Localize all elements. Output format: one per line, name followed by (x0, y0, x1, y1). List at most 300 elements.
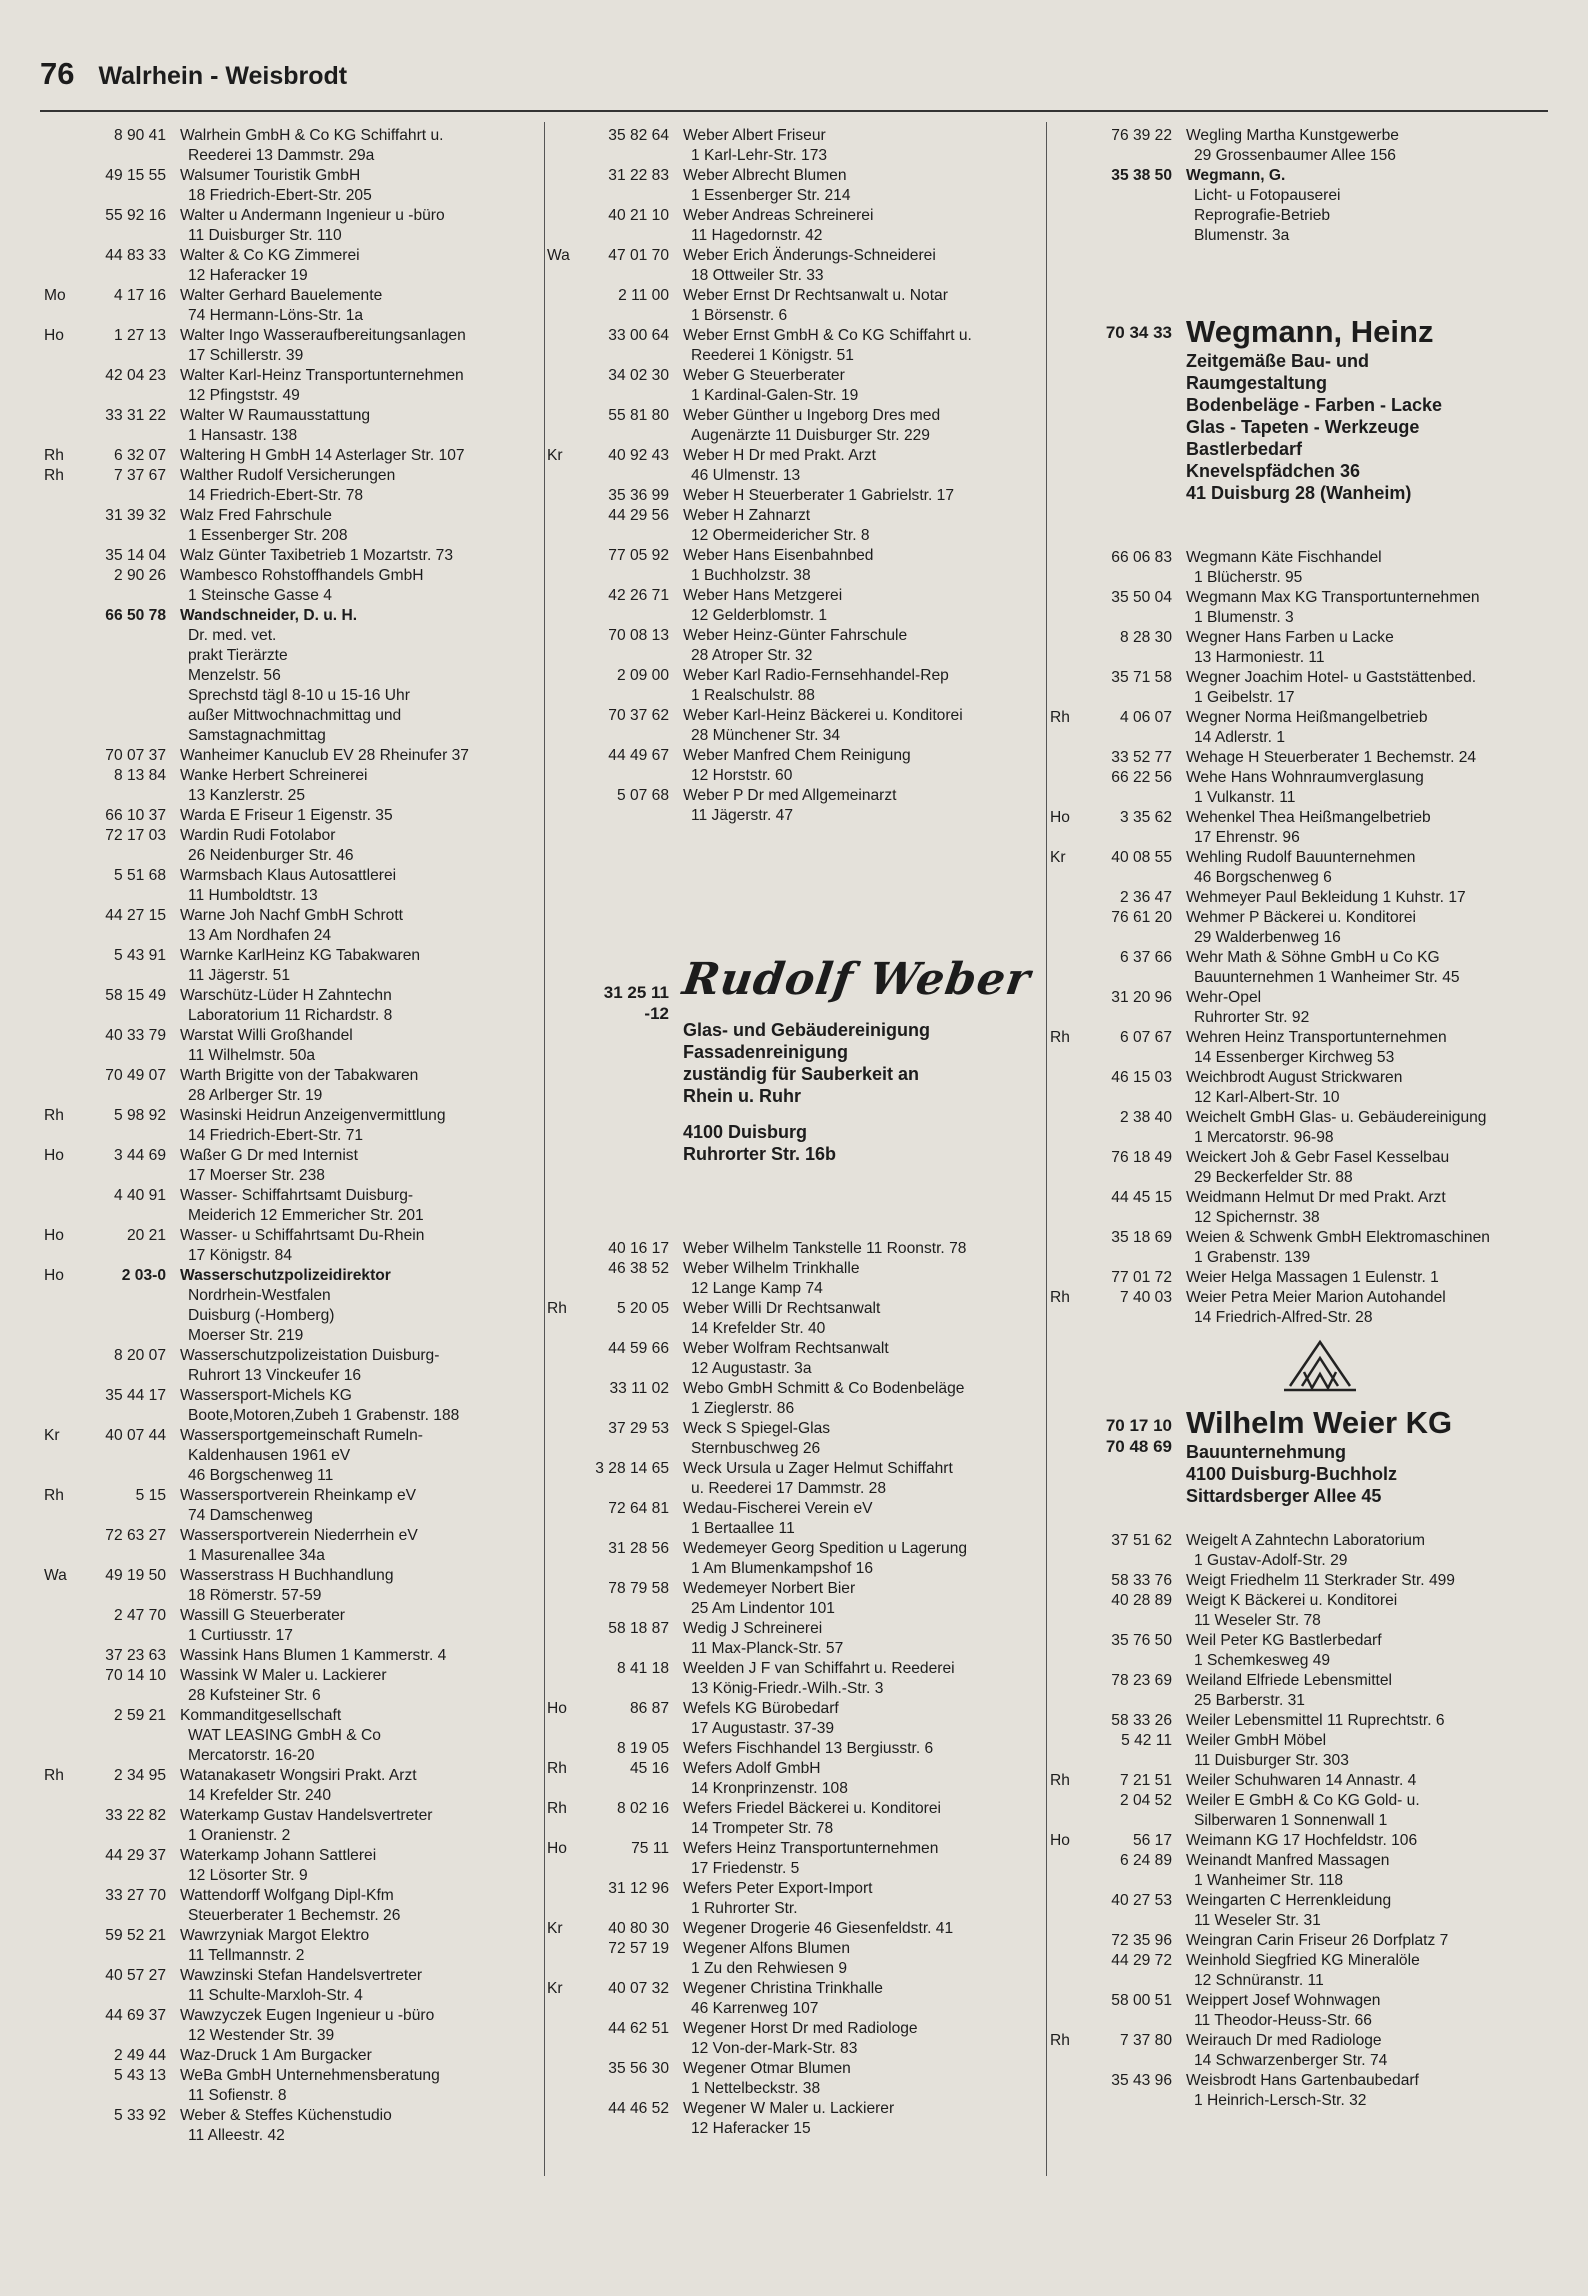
phone-number: 2 36 47 (1119, 889, 1172, 906)
phone-number: 5 43 91 (113, 947, 166, 964)
phone-number: 59 52 21 (105, 1927, 166, 1944)
entry-detail: 1 Blücherstr. 95 (1194, 569, 1303, 586)
directory-entry (1050, 1148, 1534, 1188)
entry-name: Weber Wilhelm Trinkhalle (683, 1260, 860, 1277)
entry-detail: u. Reederei 17 Dammstr. 28 (691, 1480, 887, 1497)
entry-text (180, 866, 528, 906)
entry-detail: 1 Ruhrorter Str. (691, 1900, 798, 1917)
entry-text (180, 1266, 528, 1346)
district-code (44, 766, 74, 806)
directory-entry (1050, 588, 1534, 628)
directory-entry (44, 1926, 528, 1966)
district-code (1050, 988, 1080, 1028)
entry-name: Wassink Hans Blumen 1 Kammerstr. 4 (180, 1647, 447, 1664)
ad-address: Ruhrorter Str. 16b (683, 1144, 837, 1164)
entry-detail: 46 Ulmenstr. 13 (691, 467, 801, 484)
directory-entry (1050, 1851, 1534, 1891)
phone-number: 6 07 67 (1119, 1029, 1172, 1046)
district-code: Kr (547, 1980, 563, 1997)
entry-text (1186, 1831, 1534, 1851)
entry-text (180, 806, 528, 826)
district-code (547, 2019, 577, 2059)
entry-name: Waltering H GmbH 14 Asterlager Str. 107 (180, 447, 465, 464)
entry-text (683, 1499, 1031, 1539)
district-code (44, 1346, 74, 1386)
district-code (44, 986, 74, 1026)
entry-detail: 1 Schemkesweg 49 (1194, 1652, 1331, 1669)
entry-detail: 1 Kardinal-Galen-Str. 19 (691, 387, 859, 404)
entry-text (180, 1486, 528, 1526)
entry-detail: 11 Humboldtstr. 13 (188, 887, 318, 904)
entry-name: Weber H Zahnarzt (683, 507, 811, 524)
phone-number: 31 20 96 (1111, 989, 1172, 1006)
entry-name: Wardin Rudi Fotolabor (180, 827, 336, 844)
entry-name: Weber Andreas Schreinerei (683, 207, 874, 224)
directory-entry (44, 1186, 528, 1226)
district-code (547, 786, 577, 826)
district-code (1050, 1951, 1080, 1991)
entry-name: Weingran Carin Friseur 26 Dorfplatz 7 (1186, 1932, 1449, 1949)
entry-detail: 46 Karrenweg 107 (691, 2000, 819, 2017)
district-code (44, 206, 74, 246)
entry-name: Weiler E GmbH & Co KG Gold- u. (1186, 1792, 1420, 1809)
entry-text (180, 546, 528, 566)
directory-entry (44, 406, 528, 446)
directory-entry (547, 1699, 1031, 1739)
entry-detail: 18 Römerstr. 57-59 (188, 1587, 322, 1604)
district-code (44, 2106, 74, 2146)
phone-number: 4 17 16 (113, 287, 166, 304)
phone-number: 1 27 13 (113, 327, 166, 344)
district-code (44, 1806, 74, 1846)
directory-entry (1050, 848, 1534, 888)
entry-detail: 12 Haferacker 15 (691, 2120, 811, 2137)
phone-number: 8 28 30 (1119, 629, 1172, 646)
entry-name: Wawrzyniak Margot Elektro (180, 1927, 370, 1944)
district-code (547, 1499, 577, 1539)
phone-number: 37 51 62 (1111, 1532, 1172, 1549)
phone-number: 72 57 19 (608, 1940, 669, 1957)
entry-detail: 1 Grabenstr. 139 (1194, 1249, 1311, 1266)
entry-name: Weber Erich Änderungs-Schneiderei (683, 247, 936, 264)
directory-entry (1050, 1591, 1534, 1631)
directory-entry (44, 1106, 528, 1146)
phone-number: 5 33 92 (113, 2107, 166, 2124)
entry-name: Wehe Hans Wohnraumverglasung (1186, 769, 1424, 786)
directory-entry (44, 826, 528, 866)
phone-number: 40 16 17 (608, 1240, 669, 1257)
district-code (44, 1606, 74, 1646)
district-code (1050, 1731, 1080, 1771)
entry-detail: 12 Schnüranstr. 11 (1194, 1972, 1324, 1989)
entry-name: Weber Ernst Dr Rechtsanwalt u. Notar (683, 287, 948, 304)
phone-number: 35 44 17 (105, 1387, 166, 1404)
ad-address: 4100 Duisburg (683, 1122, 808, 1142)
phone-number: 47 01 70 (608, 247, 669, 264)
directory-entry (547, 1659, 1031, 1699)
phone-number: 6 37 66 (1119, 949, 1172, 966)
phone-number: 6 32 07 (113, 447, 166, 464)
entry-name: Wandschneider, D. u. H. (180, 607, 358, 624)
phone-number: 40 08 55 (1111, 849, 1172, 866)
entry-detail: außer Mittwochnachmittag und (188, 707, 402, 724)
district-code (44, 826, 74, 866)
district-code (44, 166, 74, 206)
entry-text (1186, 548, 1534, 588)
entry-detail: 1 Geibelstr. 17 (1194, 689, 1295, 706)
phone-number: 44 59 66 (608, 1340, 669, 1357)
entry-name: Wassersportgemeinschaft Rumeln- (180, 1427, 423, 1444)
district-code (44, 1966, 74, 2006)
entry-text (180, 1346, 528, 1386)
directory-entry (1050, 2031, 1534, 2071)
phone-number: 44 49 67 (608, 747, 669, 764)
entry-text (683, 126, 1031, 166)
directory-entry (547, 246, 1031, 286)
directory-entry (547, 1759, 1031, 1799)
district-code (44, 866, 74, 906)
directory-entry (1050, 2071, 1534, 2111)
entry-detail: 29 Beckerfelder Str. 88 (1194, 1169, 1353, 1186)
entry-detail: 12 Von-der-Mark-Str. 83 (691, 2040, 858, 2057)
entry-text (683, 1739, 1031, 1759)
phone-number: 8 19 05 (616, 1740, 669, 1757)
directory-entry (547, 1619, 1031, 1659)
phone-number: 2 03-0 (121, 1267, 166, 1284)
phone-number: 44 45 15 (1111, 1189, 1172, 1206)
ad-phone: -12 (644, 1004, 669, 1023)
entry-text (1186, 1108, 1534, 1148)
district-code (547, 2099, 577, 2139)
district-code (44, 1846, 74, 1886)
entry-detail: Silberwaren 1 Sonnenwall 1 (1194, 1812, 1388, 1829)
entry-detail: 12 Karl-Albert-Str. 10 (1194, 1089, 1340, 1106)
phone-number: 72 64 81 (608, 1500, 669, 1517)
directory-entry (547, 406, 1031, 446)
directory-entry (1050, 1951, 1534, 1991)
directory-entry (44, 2006, 528, 2046)
phone-number: 55 92 16 (105, 207, 166, 224)
directory-entry (44, 766, 528, 806)
directory-entry (1050, 548, 1534, 588)
entry-text (1186, 2031, 1534, 2071)
ad-line: 4100 Duisburg-Buchholz (1186, 1464, 1398, 1484)
directory-entry (547, 1879, 1031, 1919)
directory-entry (1050, 1268, 1534, 1288)
entry-detail: 74 Hermann-Löns-Str. 1a (188, 307, 364, 324)
district-code (547, 506, 577, 546)
entry-detail: 28 Kufsteiner Str. 6 (188, 1687, 321, 1704)
entry-name: Wegener Otmar Blumen (683, 2060, 851, 2077)
ad-line: Raumgestaltung (1186, 373, 1328, 393)
entry-text (1186, 1711, 1534, 1731)
entry-detail: 74 Damschenweg (188, 1507, 313, 1524)
district-code: Rh (547, 1760, 567, 1777)
entry-text (1186, 1791, 1534, 1831)
phone-number: 46 15 03 (1111, 1069, 1172, 1086)
entry-name: Wefers Peter Export-Import (683, 1880, 873, 1897)
district-code: Rh (1050, 1289, 1070, 1306)
entry-text (180, 2046, 528, 2066)
directory-entry (1050, 1931, 1534, 1951)
entry-text (180, 1806, 528, 1846)
entry-text (180, 906, 528, 946)
phone-number: 35 14 04 (105, 547, 166, 564)
district-code (1050, 1891, 1080, 1931)
entry-name: Wambesco Rohstoffhandels GmbH (180, 567, 424, 584)
entry-detail: 1 Oranienstr. 2 (188, 1827, 291, 1844)
entry-text (683, 1979, 1031, 2019)
entry-name: Wattendorff Wolfgang Dipl-Kfm (180, 1887, 394, 1904)
entry-detail: Ruhrort 13 Vinckeufer 16 (188, 1367, 362, 1384)
district-code (44, 946, 74, 986)
phone-number: 20 21 (126, 1227, 166, 1244)
district-code (1050, 1671, 1080, 1711)
entry-detail: 1 Essenberger Str. 214 (691, 187, 851, 204)
entry-text (683, 1759, 1031, 1799)
ad-line: zuständig für Sauberkeit an (683, 1064, 920, 1084)
phone-number: 33 31 22 (105, 407, 166, 424)
entry-text (683, 1839, 1031, 1879)
phone-number: 49 19 50 (105, 1567, 166, 1584)
directory-entry (1050, 628, 1534, 668)
directory-entry (1050, 1711, 1534, 1731)
entry-detail: 17 Friedenstr. 5 (691, 1860, 800, 1877)
entry-text (180, 2006, 528, 2046)
entry-text (683, 1299, 1031, 1339)
phone-number: 70 14 10 (105, 1667, 166, 1684)
entry-detail: Reprografie-Betrieb (1194, 207, 1331, 224)
entry-text (683, 486, 1031, 506)
directory-entry (44, 2066, 528, 2106)
directory-entry (44, 906, 528, 946)
directory-entry (44, 326, 528, 366)
directory-entry (44, 1846, 528, 1886)
entry-text (1186, 808, 1534, 848)
directory-entry (44, 1386, 528, 1426)
entry-text (683, 1379, 1031, 1419)
entry-detail: 14 Friedrich-Ebert-Str. 71 (188, 1127, 364, 1144)
entry-text (180, 1146, 528, 1186)
phone-number: 40 57 27 (105, 1967, 166, 1984)
entry-name: Wefels KG Bürobedarf (683, 1700, 839, 1717)
entry-detail: 1 Steinsche Gasse 4 (188, 587, 332, 604)
district-code (547, 126, 577, 166)
entry-name: Wedig J Schreinerei (683, 1620, 823, 1637)
ad-line: Bodenbeläge - Farben - Lacke (1186, 395, 1443, 415)
entry-name: Weber Wolfram Rechtsanwalt (683, 1340, 889, 1357)
district-code (547, 486, 577, 506)
ad-phone: 31 25 11 (603, 983, 669, 1002)
district-code (44, 1646, 74, 1666)
entry-detail: Steuerberater 1 Bechemstr. 26 (188, 1907, 401, 1924)
entry-text (180, 1566, 528, 1606)
entry-text (683, 406, 1031, 446)
directory-entry (1050, 1631, 1534, 1671)
entry-detail: 11 Weseler Str. 78 (1194, 1612, 1321, 1629)
entry-text (180, 1066, 528, 1106)
district-code (44, 1666, 74, 1706)
entry-detail: 1 Mercatorstr. 96-98 (1194, 1129, 1334, 1146)
phone-number: 58 33 76 (1111, 1572, 1172, 1589)
entry-text (683, 286, 1031, 326)
entry-detail: 1 Vulkanstr. 11 (1194, 789, 1296, 806)
entry-detail: Laboratorium 11 Richardstr. 8 (188, 1007, 393, 1024)
entry-detail: Reederei 13 Dammstr. 29a (188, 147, 375, 164)
entry-detail: 17 Königstr. 84 (188, 1247, 293, 1264)
entry-name: Warne Joh Nachf GmbH Schrott (180, 907, 404, 924)
entry-text (683, 666, 1031, 706)
entry-detail: 11 Max-Planck-Str. 57 (691, 1640, 844, 1657)
entry-text (1186, 1991, 1534, 2031)
directory-entry (44, 1266, 528, 1346)
directory-entry (1050, 1771, 1534, 1791)
directory-entry (1050, 948, 1534, 988)
directory-entry (44, 566, 528, 606)
entry-text (1186, 668, 1534, 708)
entry-text (1186, 166, 1534, 246)
district-code (547, 1379, 577, 1419)
district-code: Kr (547, 447, 563, 464)
directory-entry (1050, 1671, 1534, 1711)
entry-text (1186, 708, 1534, 748)
entries-list (1050, 548, 1534, 1328)
district-code (1050, 588, 1080, 628)
entry-name: Wegner Joachim Hotel- u Gaststättenbed. (1186, 669, 1477, 686)
district-code (44, 1186, 74, 1226)
phone-number: 35 43 96 (1111, 2072, 1172, 2089)
entry-name: Walther Rudolf Versicherungen (180, 467, 396, 484)
entry-text (683, 1459, 1031, 1499)
entry-detail: 1 Heinrich-Lersch-Str. 32 (1194, 2092, 1367, 2109)
entry-name: Wefers Fischhandel 13 Bergiusstr. 6 (683, 1740, 934, 1757)
district-code (547, 546, 577, 586)
entry-name: Weber Willi Dr Rechtsanwalt (683, 1300, 881, 1317)
ad-line: 41 Duisburg 28 (Wanheim) (1186, 483, 1412, 503)
entry-name: Weiler Schuhwaren 14 Annastr. 4 (1186, 1772, 1417, 1789)
phone-number: 8 41 18 (616, 1660, 669, 1677)
directory-entry (44, 946, 528, 986)
district-code (1050, 2071, 1080, 2111)
ad-line: Fassadenreinigung (683, 1042, 849, 1062)
entry-name: Weelden J F van Schiffahrt u. Reederei (683, 1660, 955, 1677)
entry-detail: 11 Hagedornstr. 42 (691, 227, 823, 244)
entry-name: Weickert Joh & Gebr Fasel Kesselbau (1186, 1149, 1450, 1166)
phone-number: 3 35 62 (1119, 809, 1172, 826)
district-code (1050, 1591, 1080, 1631)
entry-name: Warth Brigitte von der Tabakwaren (180, 1067, 419, 1084)
entry-name: Weinandt Manfred Massagen (1186, 1852, 1390, 1869)
entry-name: Wegmann Max KG Transportunternehmen (1186, 589, 1480, 606)
entry-detail: Sternbuschweg 26 (691, 1440, 821, 1457)
directory-entry (1050, 668, 1534, 708)
entry-text (683, 1919, 1031, 1939)
district-code (1050, 888, 1080, 908)
directory-entry (1050, 768, 1534, 808)
entry-text (683, 1339, 1031, 1379)
entry-name: Weber Manfred Chem Reinigung (683, 747, 911, 764)
entry-name: Kommanditgesellschaft (180, 1707, 342, 1724)
directory-entry (547, 786, 1031, 826)
directory-entry (547, 506, 1031, 546)
directory-entry (44, 1706, 528, 1766)
ad-line: Sittardsberger Allee 45 (1186, 1486, 1382, 1506)
district-code: Ho (44, 1147, 64, 1164)
entry-name: Weiler GmbH Möbel (1186, 1732, 1327, 1749)
directory-entry (1050, 1288, 1534, 1328)
entry-text (180, 206, 528, 246)
directory-entry (44, 1666, 528, 1706)
entry-detail: 17 Schillerstr. 39 (188, 347, 304, 364)
entry-text (180, 1966, 528, 2006)
phone-number: 78 79 58 (608, 1580, 669, 1597)
entry-name: Wasserschutzpolizeidirektor (180, 1267, 391, 1284)
phone-number: 44 27 15 (105, 907, 166, 924)
district-code (547, 1539, 577, 1579)
entry-detail: Augenärzte 11 Duisburger Str. 229 (691, 427, 930, 444)
entry-name: Wanheimer Kanuclub EV 28 Rheinufer 37 (180, 747, 469, 764)
directory-entry (44, 166, 528, 206)
district-code (547, 1339, 577, 1379)
directory-entry (547, 2019, 1031, 2059)
district-code (44, 1066, 74, 1106)
phone-number: 40 27 53 (1111, 1892, 1172, 1909)
phone-number: 37 23 63 (105, 1647, 166, 1664)
phone-number: 5 98 92 (113, 1107, 166, 1124)
entry-detail: 1 Zu den Rehwiesen 9 (691, 1960, 848, 1977)
entry-text (683, 546, 1031, 586)
phone-number: 5 07 68 (616, 787, 669, 804)
entry-name: Weil Peter KG Bastlerbedarf (1186, 1632, 1382, 1649)
district-code (44, 126, 74, 166)
entry-text (1186, 1148, 1534, 1188)
directory-entry (547, 1379, 1031, 1419)
district-code (547, 586, 577, 626)
entry-detail: 14 Adlerstr. 1 (1194, 729, 1286, 746)
entry-text (683, 746, 1031, 786)
directory-entry (44, 1966, 528, 2006)
directory-entry (547, 1339, 1031, 1379)
phone-number: 66 50 78 (105, 607, 166, 624)
entry-name: Weigt K Bäckerei u. Konditorei (1186, 1592, 1398, 1609)
entry-name: Wedemeyer Norbert Bier (683, 1580, 856, 1597)
directory-entry (547, 326, 1031, 366)
entry-text (1186, 948, 1534, 988)
ad-rudolf-weber (547, 954, 1034, 1165)
phone-number: 5 43 13 (113, 2067, 166, 2084)
phone-number: 40 33 79 (105, 1027, 166, 1044)
directory-entry (44, 806, 528, 826)
phone-number: 77 01 72 (1111, 1269, 1172, 1286)
ad-title: Wilhelm Weier KG (1186, 1405, 1453, 1440)
entry-text (180, 946, 528, 986)
phone-number: 4 06 07 (1119, 709, 1172, 726)
entry-text (1186, 1731, 1534, 1771)
entry-detail: 1 Am Blumenkampshof 16 (691, 1560, 874, 1577)
phone-number: 86 87 (629, 1700, 669, 1717)
directory-entry (547, 1799, 1031, 1839)
directory-entry (1050, 1068, 1534, 1108)
entry-name: Walter Ingo Wasseraufbereitungsanlagen (180, 327, 466, 344)
district-code (1050, 1931, 1080, 1951)
directory-entry (44, 1066, 528, 1106)
entry-text (683, 446, 1031, 486)
directory-entry (547, 1239, 1031, 1259)
entry-detail: 13 Am Nordhafen 24 (188, 927, 332, 944)
phone-number: 44 29 72 (1111, 1952, 1172, 1969)
entry-detail: WAT LEASING GmbH & Co (188, 1727, 381, 1744)
ad-line: Glas - Tapeten - Werkzeuge (1186, 417, 1420, 437)
